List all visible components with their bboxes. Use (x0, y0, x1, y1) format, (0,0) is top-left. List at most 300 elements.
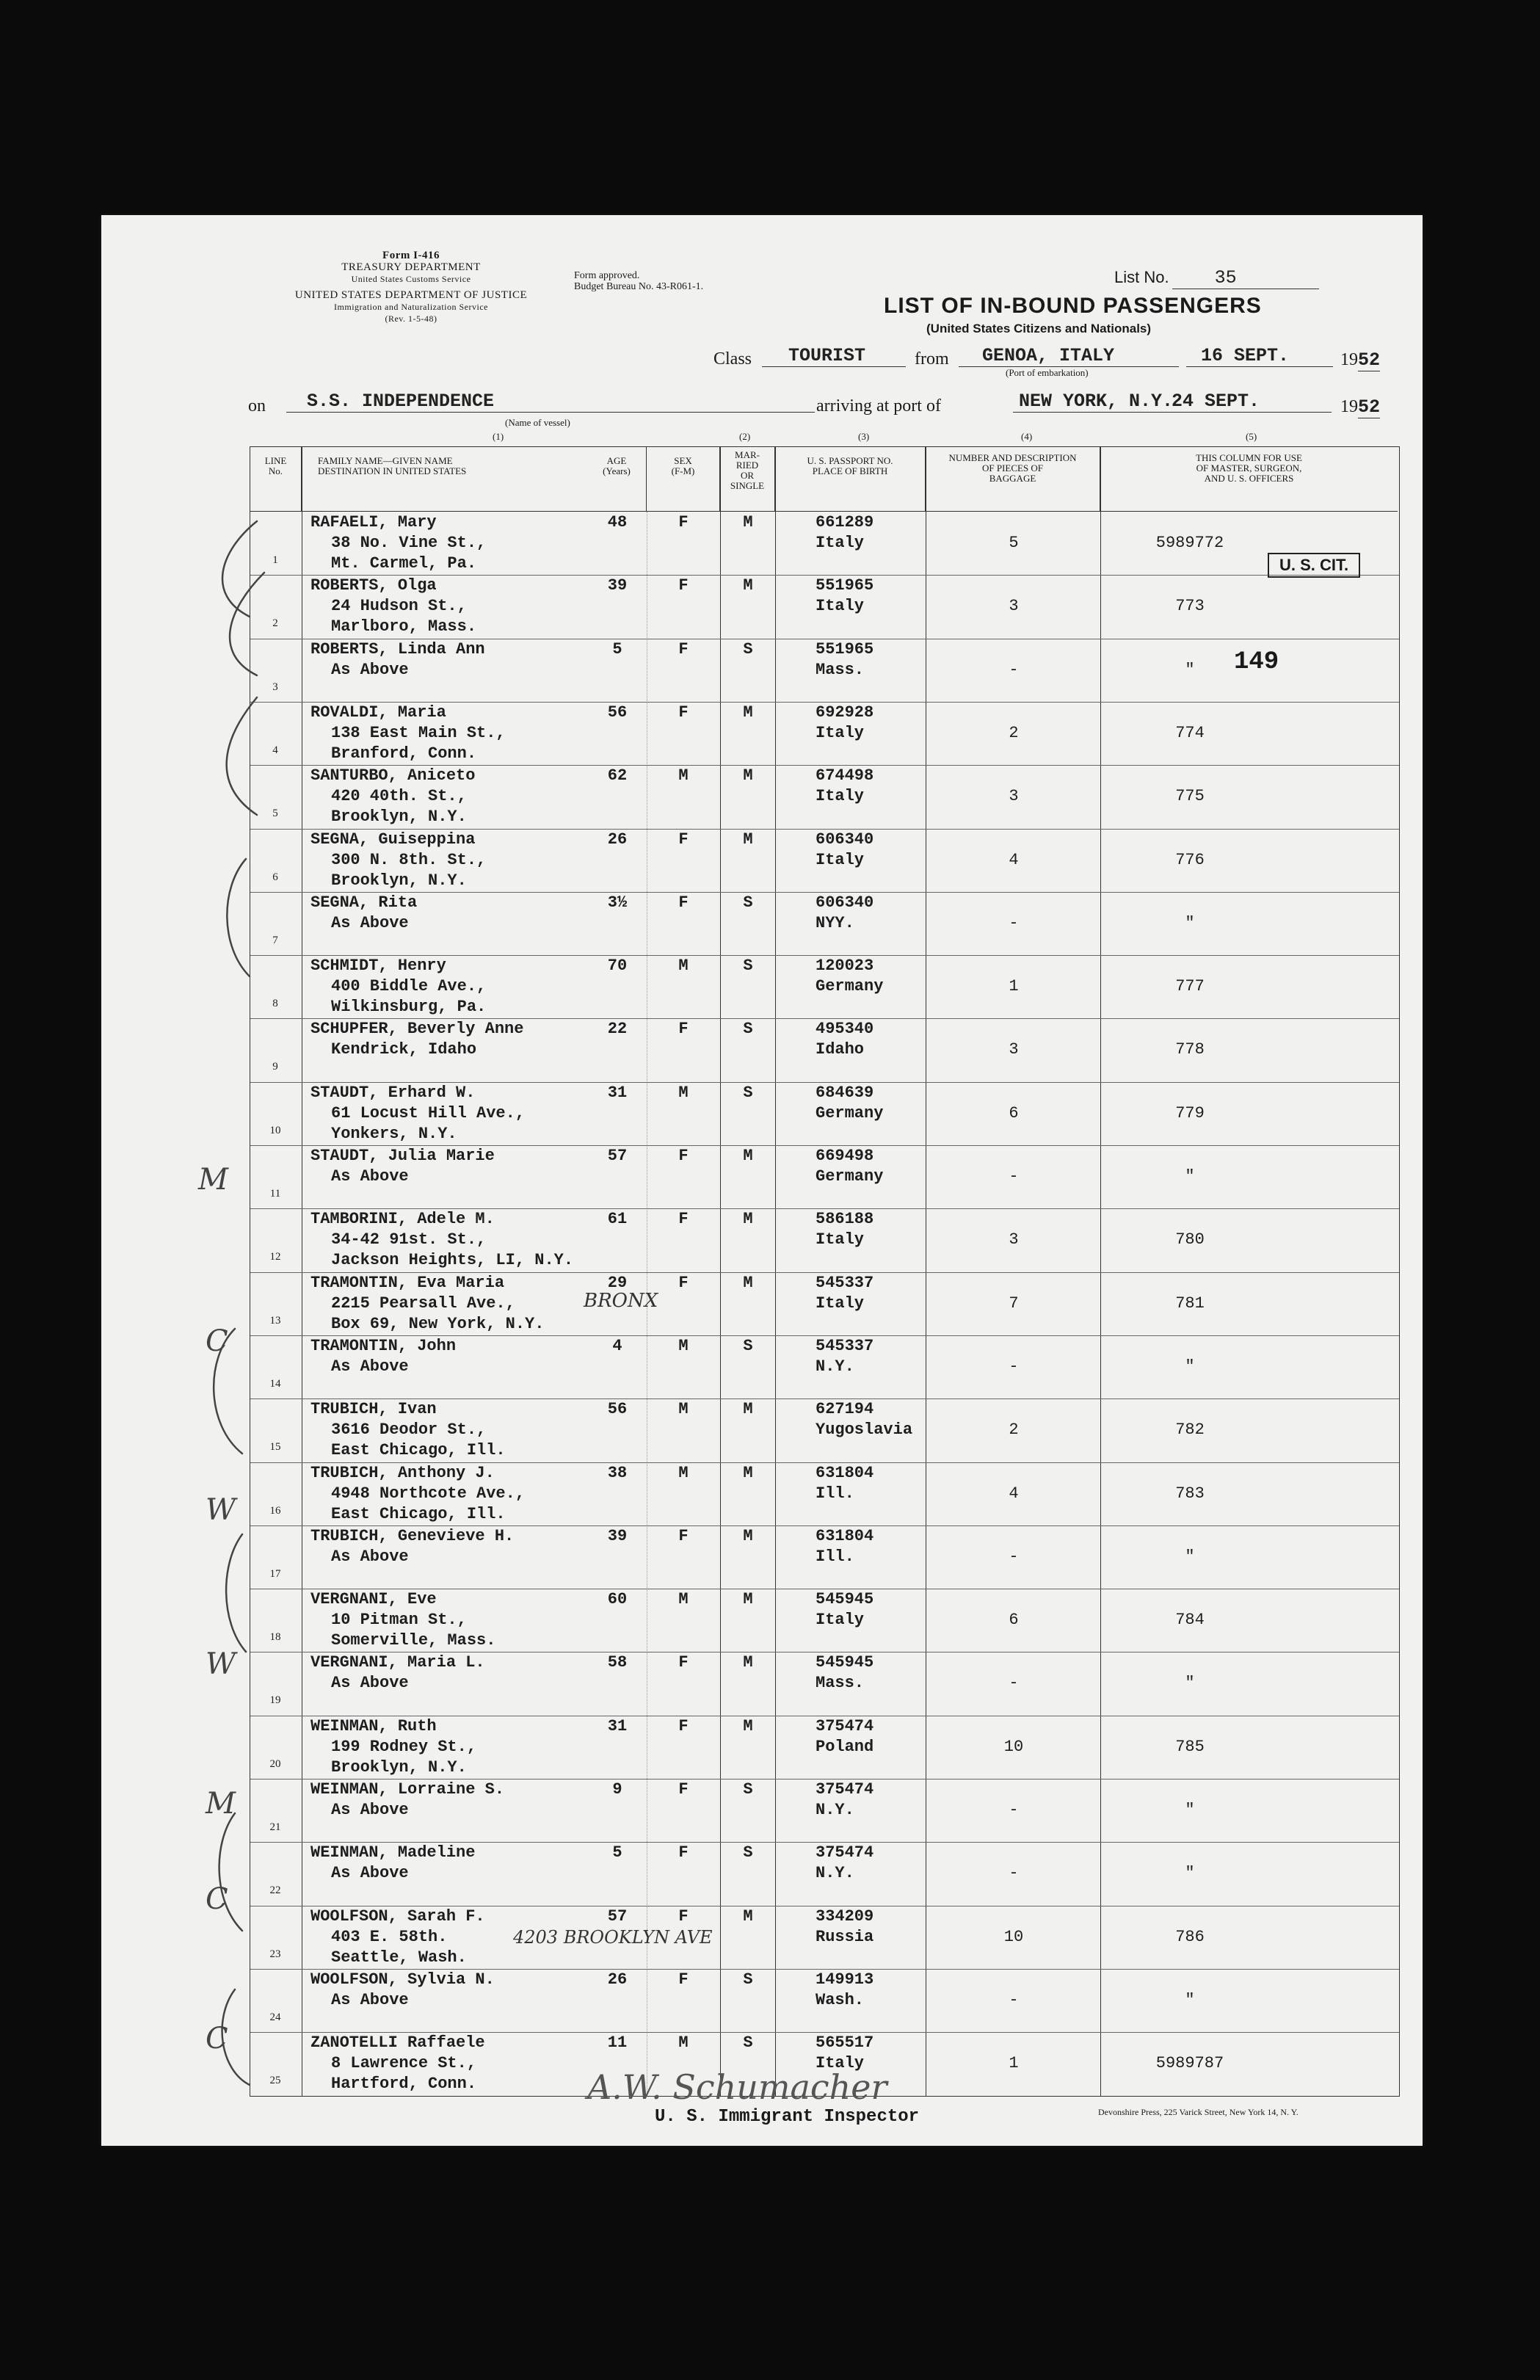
marital-status: M (743, 1653, 753, 1672)
passenger-sex: F (678, 1906, 689, 1926)
passenger-address-1: As Above (331, 1674, 409, 1693)
baggage-count: 1 (1009, 977, 1019, 996)
passport-number: 586188 (816, 1210, 874, 1229)
from-label: from (915, 349, 949, 369)
passenger-age: 29 (607, 1273, 628, 1292)
marital-status: S (743, 639, 753, 659)
treasury-dept: TREASURY DEPARTMENT (341, 261, 481, 273)
on-label: on (248, 396, 266, 416)
embark-year-value: 52 (1358, 349, 1381, 371)
arrival-year-value: 52 (1358, 396, 1381, 418)
passenger-age: 39 (607, 1526, 628, 1545)
baggage-count: - (1009, 1674, 1019, 1693)
baggage-count: 2 (1009, 1421, 1019, 1440)
handwritten-bronx: BRONX (584, 1290, 658, 1312)
column-number-1: (1) (493, 431, 504, 442)
officer-entry: 778 (1175, 1040, 1205, 1059)
table-row (250, 1842, 1399, 1905)
passenger-sex: F (678, 1716, 689, 1735)
passport-number: 545945 (816, 1590, 874, 1609)
col-married-1: MAR- (735, 449, 760, 460)
port-of-embarkation: GENOA, ITALY (959, 345, 1179, 367)
passenger-sex: F (678, 1843, 689, 1862)
passenger-name: SCHUPFER, Beverly Anne (310, 1020, 524, 1039)
passenger-address-1: 138 East Main St., (331, 723, 506, 742)
passenger-age: 26 (607, 830, 628, 849)
passenger-age: 4 (612, 1336, 622, 1355)
passenger-age: 70 (607, 957, 628, 976)
passenger-address-2: East Chicago, Ill. (331, 1441, 506, 1460)
handwritten-brooklyn-ave: 4203 BROOKLYN AVE (513, 1927, 713, 1948)
page-title: LIST OF IN-BOUND PASSENGERS (884, 294, 1262, 318)
marital-status: S (743, 1083, 753, 1102)
col-age-1: AGE (606, 455, 627, 466)
passenger-age: 31 (607, 1083, 628, 1102)
passport-number: 375474 (816, 1843, 874, 1862)
col-age (586, 447, 647, 512)
passport-number: 545945 (816, 1653, 874, 1672)
list-no-label: List No. (1114, 268, 1169, 286)
passenger-address-1: 8 Lawrence St., (331, 2054, 477, 2073)
table-row (250, 702, 1399, 765)
col-name-1: FAMILY NAME—GIVEN NAME (318, 455, 453, 466)
passenger-name: SANTURBO, Aniceto (310, 766, 476, 786)
passenger-address-1: 34-42 91st. St., (331, 1230, 487, 1249)
passenger-name: VERGNANI, Eve (310, 1590, 437, 1609)
place-of-birth: Poland (816, 1737, 874, 1756)
row-line-number: 5 (272, 808, 278, 820)
passport-number: 545337 (816, 1336, 874, 1355)
marital-status: M (743, 1906, 753, 1926)
ins-service: Immigration and Naturalization Service (334, 302, 488, 312)
officer-entry: 780 (1175, 1230, 1205, 1249)
pencil-stroke (226, 1534, 246, 1652)
officer-entry: " (1185, 1801, 1195, 1819)
col-officers-3: AND U. S. OFFICERS (1204, 473, 1294, 484)
passport-number: 375474 (816, 1780, 874, 1799)
col-married-2: RIED (736, 460, 759, 471)
table-row (250, 1462, 1399, 1525)
passenger-sex: M (678, 2033, 689, 2053)
marital-status: M (743, 1716, 753, 1735)
passenger-address-1: 3616 Deodor St., (331, 1421, 487, 1440)
arrival-year-prefix: 19 (1340, 397, 1358, 416)
table-row (250, 1716, 1399, 1779)
officer-entry: 776 (1175, 850, 1205, 869)
baggage-count: 2 (1009, 723, 1019, 742)
marital-status: M (743, 1463, 753, 1482)
marital-status: S (743, 1020, 753, 1039)
passenger-sex: M (678, 1083, 689, 1102)
passenger-address-1: As Above (331, 913, 409, 932)
passenger-name: TAMBORINI, Adele M. (310, 1210, 495, 1229)
passenger-name: WEINMAN, Ruth (310, 1716, 437, 1735)
passenger-sex: F (678, 1780, 689, 1799)
table-row (250, 512, 1399, 575)
passenger-address-1: As Above (331, 1864, 409, 1883)
row-line-number: 1 (272, 554, 278, 566)
col-passport-1: U. S. PASSPORT NO. (807, 455, 893, 466)
margin-pencil-marks (176, 507, 279, 2092)
passenger-name: TRAMONTIN, Eva Maria (310, 1273, 505, 1292)
passenger-name: ROBERTS, Linda Ann (310, 639, 485, 659)
passenger-name: WEINMAN, Madeline (310, 1843, 476, 1862)
passenger-name: SEGNA, Guiseppina (310, 830, 476, 849)
vessel-caption: (Name of vessel) (505, 417, 570, 428)
baggage-count: 3 (1009, 1040, 1019, 1059)
passenger-age: 9 (612, 1780, 622, 1799)
row-line-number: 7 (272, 934, 278, 946)
passenger-sex: M (678, 1400, 689, 1419)
list-number-field (1114, 267, 1319, 289)
col-baggage (926, 447, 1100, 512)
passport-number: 545337 (816, 1273, 874, 1292)
form-department-block (250, 250, 573, 324)
form-number: Form I-416 (382, 250, 440, 261)
col-passport-2: PLACE OF BIRTH (812, 465, 888, 476)
passport-number: 674498 (816, 766, 874, 786)
col-line-no-2: No. (268, 465, 283, 476)
place-of-birth: Italy (816, 2054, 865, 2073)
row-line-number: 10 (269, 1124, 281, 1136)
passenger-address-1: As Above (331, 1547, 409, 1566)
officer-entry: 786 (1175, 1927, 1205, 1946)
pencil-letter: M (206, 1787, 236, 1821)
officer-entry: " (1185, 1167, 1195, 1186)
row-line-number: 14 (269, 1377, 281, 1390)
col-officers-2: OF MASTER, SURGEON, (1196, 462, 1302, 474)
col-passport (775, 447, 926, 512)
marital-status: S (743, 957, 753, 976)
embark-date: 16 SEPT. (1186, 345, 1333, 367)
inspector-label: U. S. Immigrant Inspector (655, 2107, 920, 2127)
passenger-name: TRUBICH, Anthony J. (310, 1463, 495, 1482)
passenger-address-1: As Above (331, 1801, 409, 1819)
place-of-birth: NYY. (816, 913, 854, 932)
officer-entry: " (1185, 1990, 1195, 2009)
col-line-no-1: LINE (264, 455, 287, 466)
col-married-3: OR (740, 470, 755, 481)
baggage-count: 10 (1003, 1927, 1024, 1946)
passenger-address-1: Kendrick, Idaho (331, 1040, 477, 1059)
marital-status: M (743, 1273, 753, 1292)
marital-status: M (743, 1147, 753, 1165)
marital-status: S (743, 2033, 753, 2053)
passenger-address-2: Brooklyn, N.Y. (331, 808, 467, 827)
approval-line-1: Form approved. (574, 270, 640, 281)
column-number-3: (3) (858, 431, 870, 442)
pencil-stroke (227, 859, 250, 976)
passenger-age: 5 (612, 639, 622, 659)
place-of-birth: Mass. (816, 660, 865, 679)
place-of-birth: Italy (816, 1611, 865, 1630)
row-line-number: 13 (269, 1314, 281, 1327)
row-line-number: 20 (269, 1757, 281, 1770)
approval-line-2: Budget Bureau No. 43-R061-1. (574, 281, 704, 292)
passenger-address-2: Branford, Conn. (331, 744, 477, 763)
passport-number: 631804 (816, 1463, 874, 1482)
passenger-address-2: Brooklyn, N.Y. (331, 871, 467, 890)
marital-status: S (743, 1336, 753, 1355)
baggage-count: - (1009, 913, 1019, 932)
officer-entry: 5989787 (1155, 2054, 1224, 2073)
marital-status: M (743, 513, 753, 531)
column-number-2: (2) (739, 431, 751, 442)
marital-status: S (743, 1843, 753, 1862)
passenger-name: WEINMAN, Lorraine S. (310, 1780, 505, 1799)
col-officers (1100, 447, 1398, 512)
col-age-2: (Years) (603, 465, 631, 476)
passenger-address-2: Brooklyn, N.Y. (331, 1757, 467, 1777)
passenger-address-1: 10 Pitman St., (331, 1611, 467, 1630)
table-row (250, 829, 1399, 892)
officer-entry: 779 (1175, 1103, 1205, 1122)
table-row (250, 1082, 1399, 1145)
officer-entry: 781 (1175, 1294, 1205, 1313)
passenger-sex: M (678, 766, 689, 786)
passenger-address-2: Somerville, Mass. (331, 1631, 496, 1650)
passenger-age: 39 (607, 576, 628, 595)
passenger-age: 31 (607, 1716, 628, 1735)
officer-entry: 782 (1175, 1421, 1205, 1440)
passenger-name: SCHMIDT, Henry (310, 957, 446, 976)
passenger-sex: F (678, 1970, 689, 1989)
pencil-letter: M (198, 1163, 228, 1197)
passenger-sex: F (678, 830, 689, 849)
col-baggage-2: OF PIECES OF (981, 462, 1044, 474)
marital-status: S (743, 1970, 753, 1989)
us-citizen-stamp: U. S. CIT. (1268, 553, 1360, 578)
passenger-address-1: 199 Rodney St., (331, 1737, 477, 1756)
class-value: TOURIST (762, 345, 906, 367)
passenger-name: STAUDT, Erhard W. (310, 1083, 476, 1102)
table-row (250, 1208, 1399, 1271)
place-of-birth: Italy (816, 787, 865, 806)
marital-status: M (743, 1590, 753, 1609)
passenger-address-1: As Above (331, 660, 409, 679)
passenger-sex: M (678, 1463, 689, 1482)
passenger-age: 11 (607, 2033, 628, 2053)
count-stamp: 149 (1234, 648, 1279, 676)
column-number-5: (5) (1246, 431, 1257, 442)
passenger-sex: M (678, 1590, 689, 1609)
passenger-name: TRAMONTIN, John (310, 1336, 457, 1355)
column-number-4: (4) (1021, 431, 1033, 442)
baggage-count: - (1009, 1167, 1019, 1186)
row-line-number: 21 (269, 1821, 281, 1833)
passport-number: 551965 (816, 639, 874, 659)
list-no-value: 35 (1172, 267, 1319, 289)
table-row (250, 639, 1399, 702)
passenger-name: TRUBICH, Genevieve H. (310, 1526, 515, 1545)
arrival-year (1340, 396, 1380, 418)
row-line-number: 17 (269, 1567, 281, 1580)
passenger-name: ROBERTS, Olga (310, 576, 437, 595)
officer-entry: " (1185, 1357, 1195, 1376)
passenger-address-2: Box 69, New York, N.Y. (331, 1314, 545, 1333)
justice-dept: UNITED STATES DEPARTMENT OF JUSTICE (294, 289, 528, 301)
passport-number: 551965 (816, 576, 874, 595)
baggage-count: - (1009, 1801, 1019, 1819)
passenger-name: ROVALDI, Maria (310, 703, 446, 722)
baggage-count: 1 (1009, 2054, 1019, 2073)
place-of-birth: Germany (816, 1103, 884, 1122)
row-line-number: 11 (269, 1188, 281, 1200)
arriving-label: arriving at port of (816, 396, 941, 416)
passenger-age: 3½ (607, 893, 628, 912)
table-row (250, 575, 1399, 638)
passenger-address-1: As Above (331, 1990, 409, 2009)
place-of-birth: Yugoslavia (816, 1421, 913, 1440)
place-of-birth: Italy (816, 723, 865, 742)
col-baggage-3: BAGGAGE (989, 473, 1036, 484)
row-line-number: 12 (269, 1251, 281, 1263)
passport-number: 684639 (816, 1083, 874, 1102)
passport-number: 606340 (816, 893, 874, 912)
passenger-name: VERGNANI, Maria L. (310, 1653, 485, 1672)
officer-entry: " (1185, 660, 1195, 679)
passenger-address-1: 420 40th. St., (331, 787, 467, 806)
passport-number: 334209 (816, 1906, 874, 1926)
passenger-name: SEGNA, Rita (310, 893, 418, 912)
pencil-letter: W (206, 1647, 236, 1681)
place-of-birth: Ill. (816, 1547, 854, 1566)
row-line-number: 22 (269, 1884, 281, 1897)
passenger-address-1: 61 Locust Hill Ave., (331, 1103, 526, 1122)
col-sex (647, 447, 720, 512)
passenger-sex: F (678, 513, 689, 531)
passenger-age: 22 (607, 1020, 628, 1039)
pencil-stroke (230, 573, 264, 675)
col-baggage-1: NUMBER AND DESCRIPTION (948, 452, 1077, 463)
page-subtitle: (United States Citizens and Nationals) (926, 322, 1152, 335)
passenger-address-2: Mt. Carmel, Pa. (331, 554, 477, 573)
passenger-name: RAFAELI, Mary (310, 513, 437, 531)
vessel-name: S.S. INDEPENDENCE (286, 391, 815, 413)
passenger-name: WOOLFSON, Sarah F. (310, 1906, 485, 1926)
passenger-address-1: As Above (331, 1167, 409, 1186)
table-row (250, 1272, 1399, 1335)
passenger-age: 57 (607, 1147, 628, 1165)
place-of-birth: N.Y. (816, 1864, 854, 1883)
place-of-birth: Italy (816, 1230, 865, 1249)
baggage-count: - (1009, 1864, 1019, 1883)
col-married (720, 447, 775, 512)
officer-entry: " (1185, 1547, 1195, 1566)
passenger-sex: M (678, 1336, 689, 1355)
row-line-number: 15 (269, 1441, 281, 1454)
place-of-birth: Germany (816, 1167, 884, 1186)
passenger-sex: F (678, 1147, 689, 1165)
pencil-letter: C (206, 1324, 228, 1358)
table-row (250, 1018, 1399, 1081)
table-row (250, 1652, 1399, 1715)
passenger-name: ZANOTELLI Raffaele (310, 2033, 485, 2053)
baggage-count: 10 (1003, 1737, 1024, 1756)
officer-entry: " (1185, 1674, 1195, 1693)
passenger-address-1: 24 Hudson St., (331, 597, 467, 616)
passport-number: 375474 (816, 1716, 874, 1735)
table-row (250, 1525, 1399, 1589)
marital-status: M (743, 766, 753, 786)
baggage-count: 6 (1009, 1611, 1019, 1630)
passport-number: 669498 (816, 1147, 874, 1165)
row-line-number: 18 (269, 1631, 281, 1644)
passenger-address-1: 300 N. 8th. St., (331, 850, 487, 869)
form-approval (574, 270, 703, 292)
passenger-sex: F (678, 1210, 689, 1229)
passenger-age: 57 (607, 1906, 628, 1926)
marital-status: M (743, 576, 753, 595)
officer-entry: 775 (1175, 787, 1205, 806)
officer-entry: 784 (1175, 1611, 1205, 1630)
baggage-count: - (1009, 1547, 1019, 1566)
passenger-address-1: 400 Biddle Ave., (331, 977, 487, 996)
place-of-birth: Wash. (816, 1990, 865, 2009)
col-officers-1: THIS COLUMN FOR USE (1196, 452, 1302, 463)
passenger-sex: F (678, 576, 689, 595)
row-line-number: 24 (269, 2011, 281, 2023)
baggage-count: 5 (1009, 534, 1019, 552)
passenger-age: 48 (607, 513, 628, 531)
passport-number: 661289 (816, 513, 874, 531)
col-name-2: DESTINATION IN UNITED STATES (318, 465, 467, 476)
passenger-address-1: 4948 Northcote Ave., (331, 1484, 526, 1503)
table-row (250, 765, 1399, 828)
officer-entry: " (1185, 913, 1195, 932)
baggage-count: 7 (1009, 1294, 1019, 1313)
table-row (250, 1779, 1399, 1842)
pencil-letter: C (206, 1882, 228, 1916)
row-line-number: 2 (272, 617, 278, 630)
place-of-birth: Germany (816, 977, 884, 996)
row-line-number: 16 (269, 1504, 281, 1517)
row-line-number: 25 (269, 2075, 281, 2087)
embark-year (1340, 349, 1380, 371)
row-line-number: 3 (272, 681, 278, 693)
place-of-birth: N.Y. (816, 1357, 854, 1376)
pencil-stroke (227, 697, 257, 815)
baggage-count: 3 (1009, 787, 1019, 806)
passenger-age: 56 (607, 703, 628, 722)
passenger-address-2: Marlboro, Mass. (331, 617, 477, 636)
passenger-age: 58 (607, 1653, 628, 1672)
passenger-age: 26 (607, 1970, 628, 1989)
officer-entry: 774 (1175, 723, 1205, 742)
place-of-birth: Idaho (816, 1040, 865, 1059)
table-row (250, 1589, 1399, 1652)
passenger-sex: F (678, 1273, 689, 1292)
marital-status: S (743, 893, 753, 912)
pencil-letter: W (206, 1493, 236, 1527)
passport-number: 627194 (816, 1400, 874, 1419)
marital-status: M (743, 830, 753, 849)
embark-year-prefix: 19 (1340, 350, 1358, 369)
passenger-sex: F (678, 1526, 689, 1545)
arrival-port: NEW YORK, N.Y. (1013, 391, 1164, 413)
place-of-birth: Italy (816, 534, 865, 552)
row-line-number: 19 (269, 1694, 281, 1707)
place-of-birth: Italy (816, 597, 865, 616)
officer-entry: " (1185, 1864, 1195, 1883)
passenger-address-2: Wilkinsburg, Pa. (331, 998, 487, 1017)
place-of-birth: Italy (816, 850, 865, 869)
passenger-age: 60 (607, 1590, 628, 1609)
passenger-address-2: Seattle, Wash. (331, 1948, 467, 1967)
passenger-address-1: As Above (331, 1357, 409, 1376)
revision-date: (Rev. 1-5-48) (385, 313, 437, 324)
passenger-age: 62 (607, 766, 628, 786)
